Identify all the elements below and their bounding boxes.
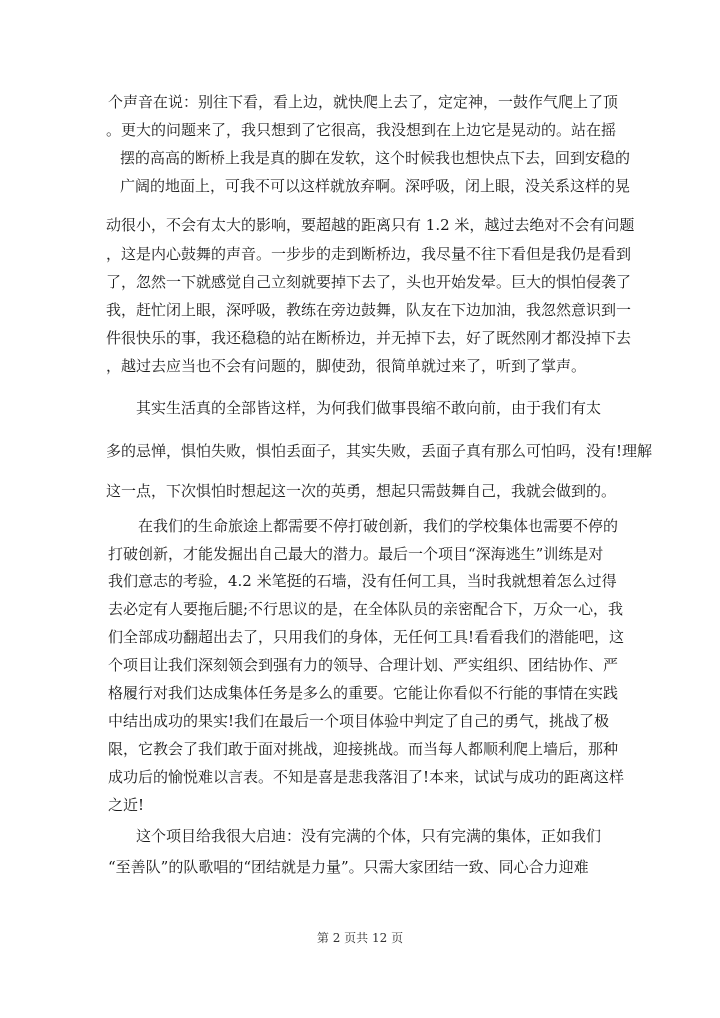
text-line: 这个项目给我很大启迪：没有完满的个体，只有完满的集体，正如我们 — [136, 827, 602, 845]
text-line: 我，赶忙闭上眼，深呼吸，教练在旁边鼓舞，队友在下边加油，我忽然意识到一 — [106, 301, 632, 319]
text-line: 动很小，不会有太大的影响，要超越的距离只有 1.2 米，越过去绝对不会有问题 — [106, 216, 635, 234]
text-line: 。更大的问题来了，我只想到了它很高，我没想到在上边它是晃动的。站在摇 — [106, 121, 617, 139]
text-line: 成功后的愉悦难以言表。不知是喜是悲我落泪了!本来，试试与成功的距离这样 — [108, 768, 625, 786]
text-line: 限，它教会了我们敢于面对挑战，迎接挑战。而当每人都顺利爬上墙后，那种 — [108, 740, 619, 758]
text-line: 们全部成功翻超出去了，只用我们的身体，无任何工具!看看我们的潜能吧，这 — [108, 628, 625, 646]
text-line: 这一点，下次惧怕时想起这一次的英勇，想起只需鼓舞自己，我就会做到的。 — [106, 482, 617, 500]
text-line: “至善队”的队歌唱的“团结就是力量”。只需大家团结一致、同心合力迎难 — [108, 858, 589, 876]
text-line: 摆的高高的断桥上我是真的脚在发软，这个时候我也想快点下去，回到安稳的 — [120, 149, 631, 167]
text-line: 打破创新，才能发掘出自己最大的潜力。最后一个项目“深海逃生”训练是对 — [108, 545, 604, 563]
text-line: 在我们的生命旅途上都需要不停打破创新，我们的学校集体也需要不停的 — [138, 517, 619, 535]
text-line: ，这是内心鼓舞的声音。一步步的走到断桥边，我尽量不往下看但是我仍是看到 — [106, 245, 632, 263]
text-line: 件很快乐的事，我还稳稳的站在断桥边，并无掉下去，好了既然刚才都没掉下去 — [106, 329, 632, 347]
text-line: 去必定有人要拖后腿;不行思议的是，在全体队员的亲密配合下，万众一心，我 — [108, 600, 624, 618]
text-line: 之近! — [108, 796, 145, 814]
text-line: ，越过去应当也不会有问题的，脚使劲，很简单就过来了，听到了掌声。 — [106, 357, 587, 375]
text-line: 格履行对我们达成集体任务是多么的重要。它能让你看似不行能的事情在实践 — [108, 684, 619, 702]
page-number: 第 2 页共 12 页 — [316, 931, 404, 945]
text-line: 其实生活真的全部皆这样，为何我们做事畏缩不敢向前，由于我们有太 — [136, 399, 602, 417]
text-line: 多的忌惮，惧怕失败，惧怕丢面子，其实失败，丢面子真有那么可怕吗，没有!理解 — [106, 442, 653, 460]
text-line: 中结出成功的果实!我们在最后一个项目体验中判定了自己的勇气，挑战了极 — [108, 712, 610, 730]
text-line: 个声音在说：别往下看，看上边，就快爬上去了，定定神，一鼓作气爬上了顶 — [108, 93, 619, 111]
text-line: 我们意志的考验，4.2 米笔挺的石墙，没有任何工具，当时我就想着怎么过得 — [108, 572, 617, 590]
text-line: 了，忽然一下就感觉自己立刻就要掉下去了，头也开始发晕。巨大的惧怕侵袭了 — [106, 273, 632, 291]
text-line: 广阔的地面上，可我不可以这样就放弃啊。深呼吸，闭上眼，没关系这样的晃 — [120, 177, 631, 195]
text-line: 个项目让我们深刻领会到强有力的领导、合理计划、严实组织、团结协作、严 — [108, 656, 619, 674]
